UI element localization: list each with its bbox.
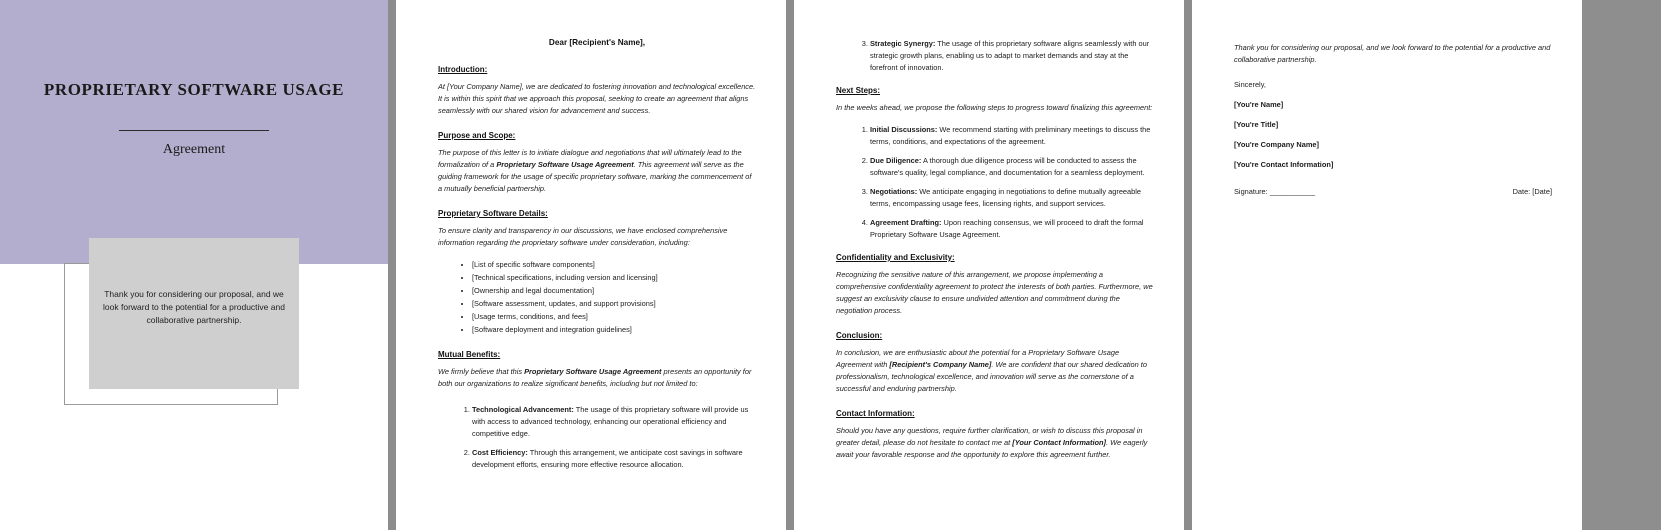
date-label: Date: [Date] xyxy=(1512,186,1552,196)
cover-callout-text: Thank you for considering our proposal, and we look forward to the potential for a productive and collaborative partnership. xyxy=(103,289,285,325)
signature-block-title: [You're Title] xyxy=(1234,119,1279,129)
list-item-label: Initial Discussions: xyxy=(870,124,938,134)
list-item: • [List of specific software components] xyxy=(472,259,756,271)
contact-text-2: . We eagerly await your favorable response and the opportunity to explore this agreement further. xyxy=(836,437,1148,459)
benefits-bold: Proprietary Software Usage Agreement xyxy=(524,366,662,376)
heading-purpose-scope: Purpose and Scope: xyxy=(438,130,516,140)
page-gap xyxy=(1184,0,1192,530)
benefits-text-1: We firmly believe that this xyxy=(438,366,525,376)
list-item-text: Through this arrangement, we anticipate cost savings in software development efforts, ensuring more effective resource allocation. xyxy=(472,447,743,469)
paragraph-contact-information xyxy=(836,425,1154,461)
list-item: • [Software assessment, updates, and support provisions] xyxy=(472,298,756,310)
paragraph-mutual-benefits xyxy=(438,366,756,390)
signature-block-contact: [You're Contact Information] xyxy=(1234,159,1334,169)
list-mutual-benefits xyxy=(438,404,756,471)
list-item xyxy=(472,404,756,440)
document-page-cover xyxy=(0,0,388,530)
list-item: • [Technical specifications, including version and licensing] xyxy=(472,272,756,284)
benefits-text-2: presents an opportunity for both our organizations to realize significant benefits, including but not limited to: xyxy=(438,366,752,388)
page-gap xyxy=(786,0,794,530)
heading-mutual-benefits: Mutual Benefits: xyxy=(438,349,501,359)
paragraph-purpose-scope xyxy=(438,147,756,195)
list-item-text: The usage of this proprietary software aligns seamlessly with our strategic growth plans, enabling us to adapt to market demands and stay at the forefront of innovation. xyxy=(870,39,1150,72)
list-item xyxy=(870,155,1154,179)
signature-date-row xyxy=(1234,187,1552,196)
cover-subtitle: Agreement xyxy=(162,142,226,157)
list-item-label: Strategic Synergy: xyxy=(870,39,936,48)
heading-next-steps: Next Steps: xyxy=(836,85,881,95)
heading-contact-information: Contact Information: xyxy=(836,408,915,418)
paragraph-introduction: At [Your Company Name], we are dedicated to fostering innovation and technological excellence. It is within this spirit that we approach this proposal, seeking to create an agreement that aligns seamlessly with our shared vision for advancement and success. xyxy=(438,82,756,115)
page-gap xyxy=(388,0,396,530)
list-item-label: Due Diligence: xyxy=(870,155,922,165)
list-mutual-benefits-continued xyxy=(836,38,1154,74)
contact-bold: [Your Contact Information] xyxy=(1012,437,1107,447)
purpose-text-1: The purpose of this letter is to initiate dialogue and negotiations that will ultimately lead to the formalization of a xyxy=(438,147,742,169)
salutation: Dear [Recipient's Name], xyxy=(548,38,646,47)
signature-block-name: [You're Name] xyxy=(1234,99,1284,109)
list-next-steps xyxy=(836,124,1154,241)
cover-title: PROPRIETARY SOFTWARE USAGE xyxy=(43,80,345,99)
list-software-details xyxy=(438,259,756,336)
document-page-4 xyxy=(1192,0,1582,530)
list-item xyxy=(870,38,1154,74)
paragraph-software-details: To ensure clarity and transparency in our discussions, we have enclosed comprehensive information regarding the proprietary software under consideration, including: xyxy=(438,225,728,247)
list-item-text: We recommend starting with preliminary meetings to discuss the terms, conditions, and expectations of the agreement. xyxy=(870,124,1151,146)
list-item-label: Cost Efficiency: xyxy=(472,447,528,457)
closing-sincerely: Sincerely, xyxy=(1234,79,1266,89)
paragraph-closing: Thank you for considering our proposal, and we look forward to the potential for a productive and collaborative partnership. xyxy=(1234,43,1551,64)
list-item xyxy=(870,217,1154,241)
list-item xyxy=(870,186,1154,210)
cover-divider xyxy=(119,130,269,131)
conclusion-bold: [Recipient's Company Name] xyxy=(889,359,992,369)
signature-block-company: [You're Company Name] xyxy=(1234,139,1319,149)
heading-confidentiality: Confidentiality and Exclusivity: xyxy=(836,252,955,262)
heading-conclusion: Conclusion: xyxy=(836,330,883,340)
list-item: • [Software deployment and integration guidelines] xyxy=(472,324,756,336)
list-item-text: Upon reaching consensus, we will proceed to draft the formal Proprietary Software Usage Agreement. xyxy=(870,217,1144,239)
heading-software-details: Proprietary Software Details: xyxy=(438,208,548,218)
paragraph-conclusion xyxy=(836,347,1154,395)
list-item: • [Ownership and legal documentation] xyxy=(472,285,756,297)
contact-text-1: Should you have any questions, require further clarification, or wish to discuss this proposal in greater detail, please do not hesitate to contact me at xyxy=(836,425,1143,447)
heading-introduction: Introduction: xyxy=(438,65,488,74)
conclusion-text-1: In conclusion, we are enthusiastic about the potential for a Proprietary Software Usage Agreement with xyxy=(836,347,1120,369)
document-page-2 xyxy=(396,0,786,530)
list-item-text: The usage of this proprietary software will provide us with access to advanced technology, enhancing our operational efficiency and competitive edge. xyxy=(472,404,749,438)
list-item-label: Negotiations: xyxy=(870,186,918,196)
list-item: • [Usage terms, conditions, and fees] xyxy=(472,311,756,323)
purpose-bold: Proprietary Software Usage Agreement xyxy=(496,159,634,169)
list-item-text: A thorough due diligence process will be conducted to assess the software's quality, legal compliance, and documentation for a seamless deployment. xyxy=(870,155,1145,177)
conclusion-text-2: . We are confident that our shared dedication to professionalism, technological excellence, and innovation will serve as the cornerstone of a successful and enduring partnership. xyxy=(836,359,1147,393)
list-item xyxy=(870,124,1154,148)
cover-color-band xyxy=(0,0,388,264)
paragraph-confidentiality: Recognizing the sensitive nature of this arrangement, we propose implementing a comprehensive confidentiality agreement to protect the interests of both parties. Furthermore, we suggest an exclusivity clause to ensure undivided attention and commitment during the negotiation process. xyxy=(836,269,1153,315)
signature-label: Signature: ___________ xyxy=(1234,186,1315,196)
list-item-label: Technological Advancement: xyxy=(472,404,574,414)
list-item-label: Agreement Drafting: xyxy=(870,217,942,227)
list-item-text: We anticipate engaging in negotiations to define mutually agreeable terms, encompassing usage fees, licensing rights, and support services. xyxy=(870,186,1142,208)
list-item xyxy=(472,447,756,471)
document-page-3 xyxy=(794,0,1184,530)
paragraph-next-steps: In the weeks ahead, we propose the following steps to progress toward finalizing this agreement: xyxy=(836,102,1153,112)
purpose-text-2: . This agreement will serve as the guiding framework for the usage of specific proprietary software, marking the commencement of a mutually beneficial partnership. xyxy=(438,159,752,193)
